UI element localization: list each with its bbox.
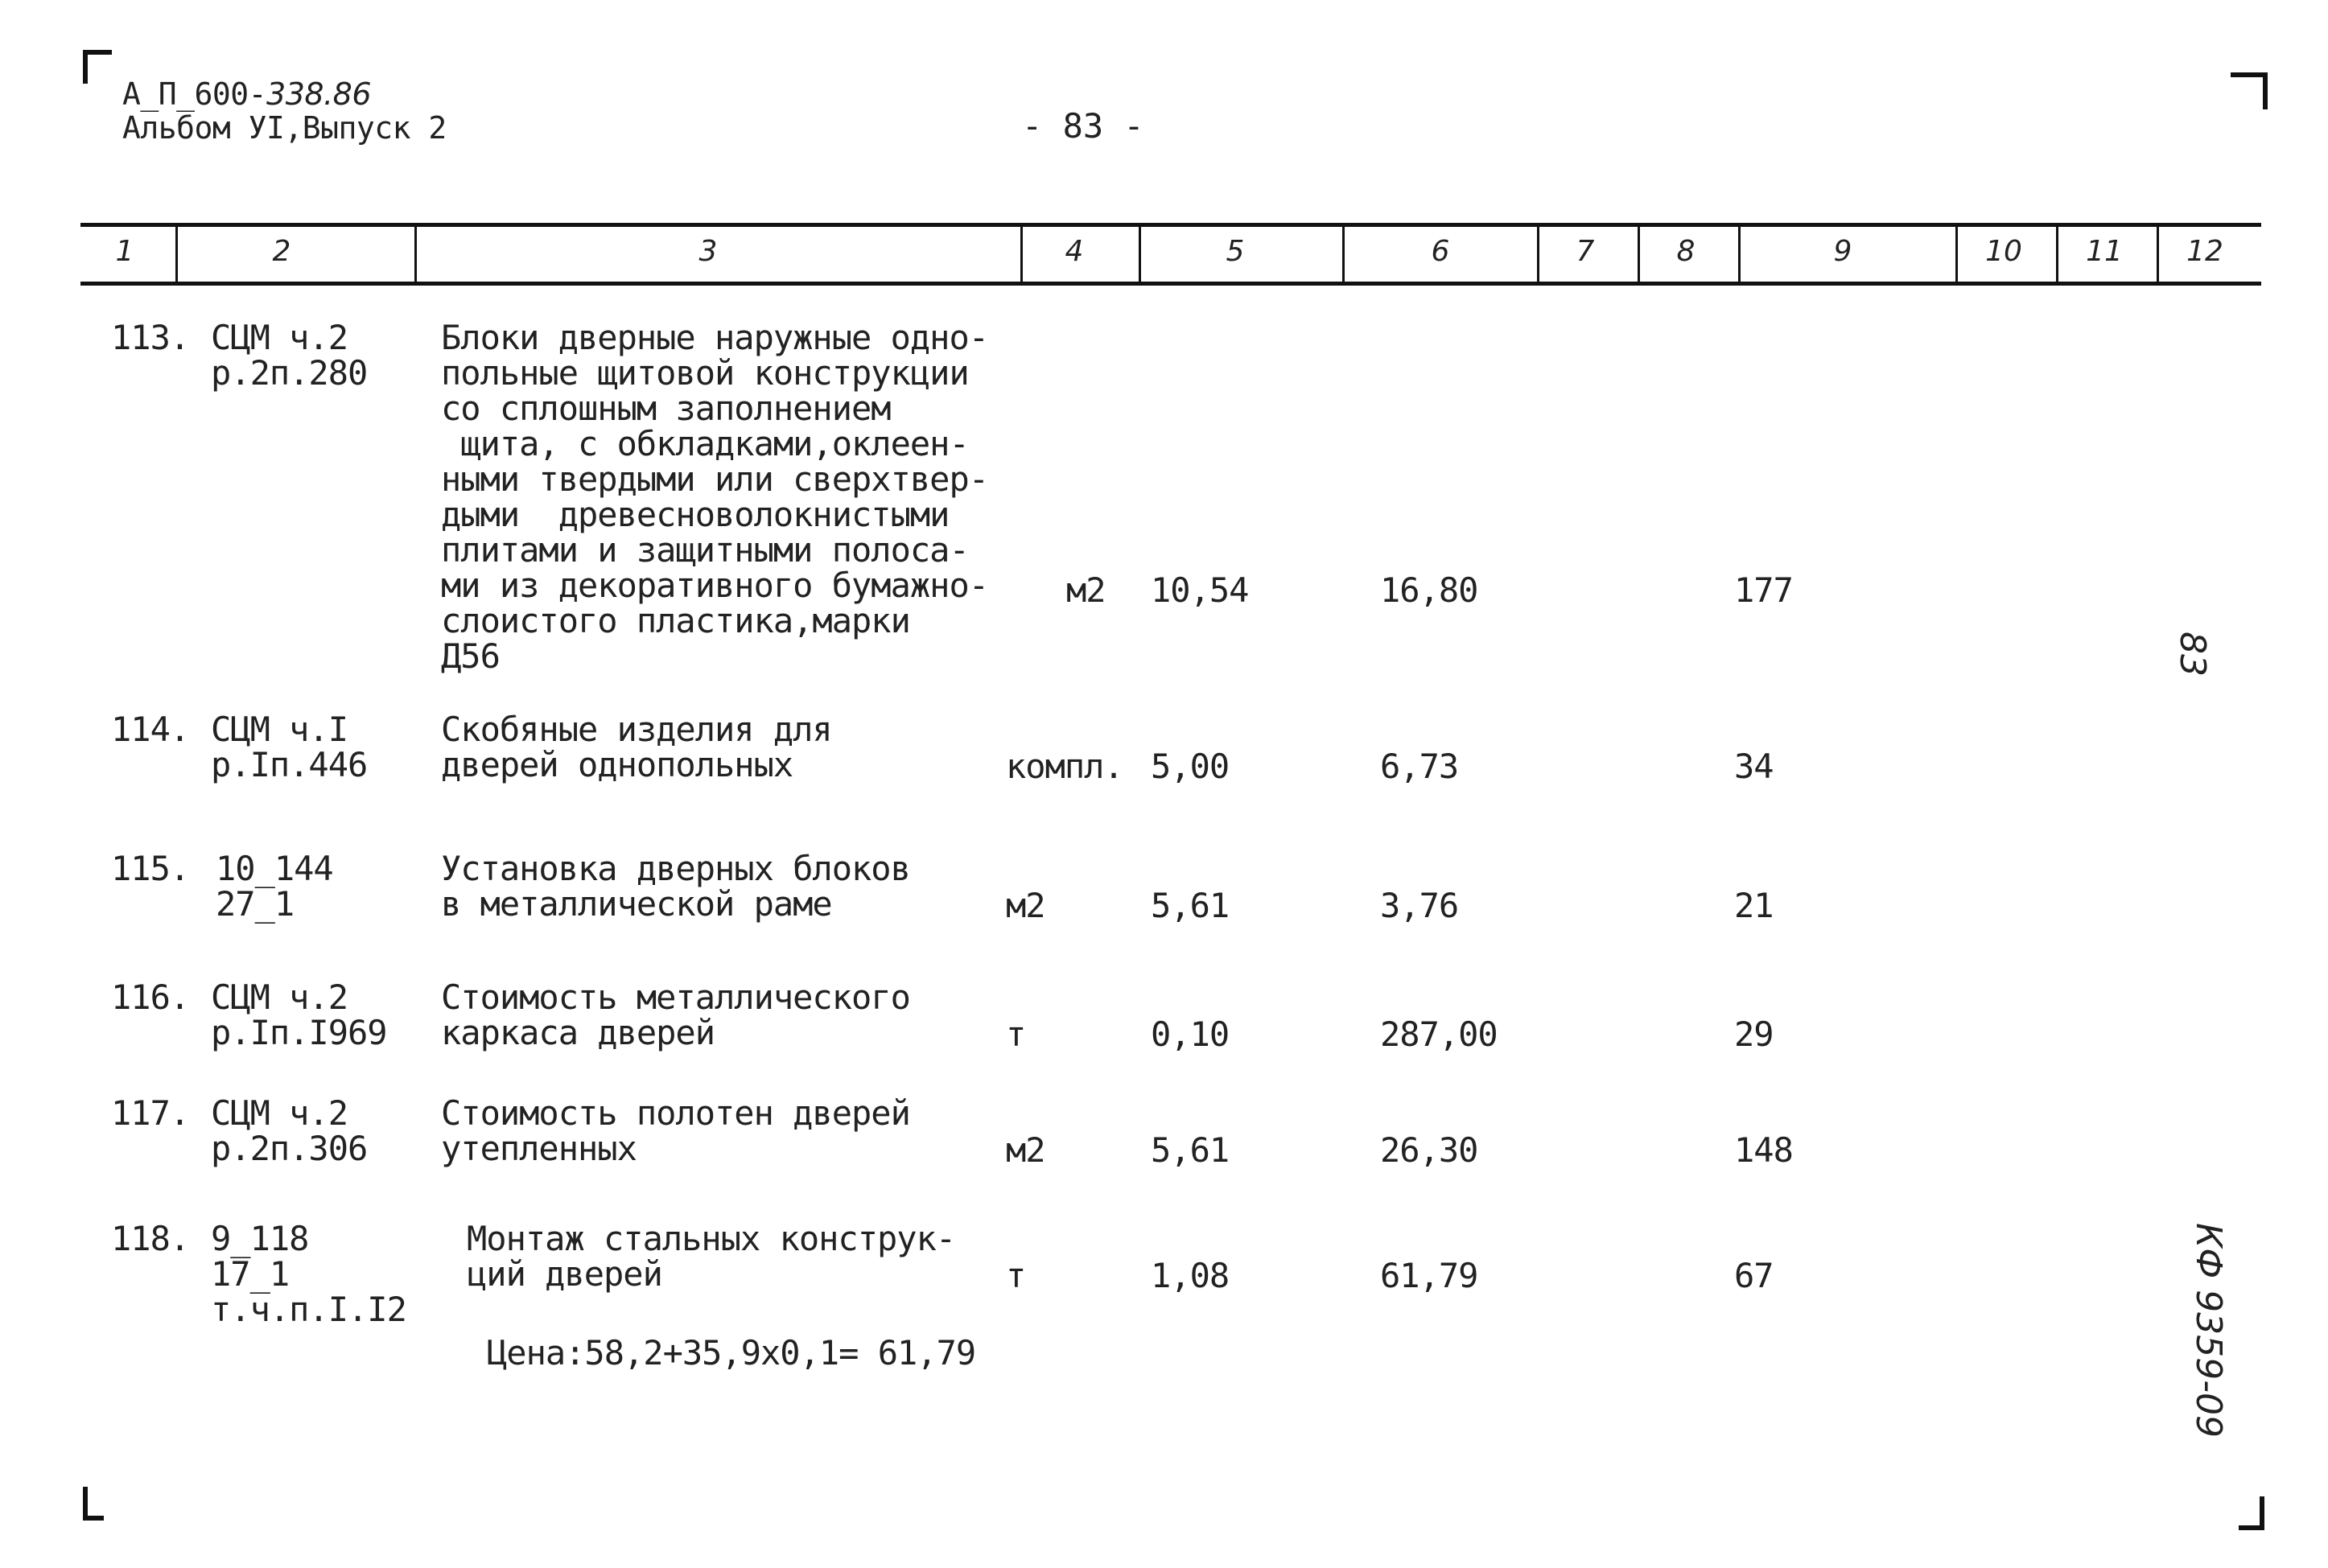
row-description: Скобяные изделия для дверей однопольных	[441, 710, 832, 784]
row-reference: СЦМ ч.I р.Iп.446	[211, 710, 368, 784]
row-unit: м2	[1006, 886, 1045, 925]
row-unit: м2	[1066, 570, 1106, 610]
row-quantity: 5,61	[1151, 886, 1230, 925]
row-price: 61,79	[1380, 1256, 1478, 1295]
row-reference: 9_118 17_1 т.ч.п.I.I2	[211, 1219, 406, 1329]
row-total: 177	[1734, 570, 1793, 610]
row-total: 29	[1734, 1014, 1774, 1054]
table-header-bottom-rule	[80, 282, 2261, 286]
table-column-divider	[1020, 223, 1023, 286]
row-description: Стоимость полотен дверей утепленных	[441, 1093, 910, 1168]
row-reference: СЦМ ч.2 р.Iп.I969	[211, 977, 387, 1052]
row-unit: м2	[1006, 1130, 1045, 1170]
column-number-header: 12	[2186, 235, 2223, 268]
column-number-header: 10	[1985, 235, 2022, 268]
row-description: Монтаж стальных конструк- ций дверей	[467, 1219, 956, 1294]
row-quantity: 1,08	[1151, 1256, 1230, 1295]
column-number-header: 9	[1833, 235, 1852, 268]
table-column-divider	[414, 223, 417, 286]
document-code: А_П_600-338.86	[122, 76, 371, 112]
row-reference: СЦМ ч.2 р.2п.280	[211, 318, 368, 393]
corner-mark-bottom-right	[2239, 1496, 2264, 1530]
row-price: 6,73	[1380, 747, 1459, 786]
corner-mark-top-right	[2231, 72, 2268, 109]
table-header-top-rule	[80, 223, 2261, 227]
column-number-header: 8	[1676, 235, 1696, 268]
row-price: 26,30	[1380, 1130, 1478, 1170]
table-column-divider	[1955, 223, 1958, 286]
side-page-mark: 83	[2172, 632, 2213, 677]
table-column-divider	[2157, 223, 2159, 286]
row-unit: компл.	[1006, 747, 1123, 786]
row-total: 34	[1734, 747, 1774, 786]
row-price: 3,76	[1380, 886, 1459, 925]
row-total: 148	[1734, 1130, 1793, 1170]
page-number: - 83 -	[1022, 106, 1144, 146]
column-number-header: 7	[1576, 235, 1595, 268]
column-number-header: 2	[272, 235, 291, 268]
album-label: Альбом УI,Выпуск 2	[122, 110, 447, 146]
row-number: 115.	[111, 849, 190, 888]
column-number-header: 1	[115, 235, 134, 268]
table-column-divider	[1537, 223, 1539, 286]
table-column-divider	[1342, 223, 1345, 286]
row-description: Установка дверных блоков в металлической раме	[441, 849, 910, 924]
table-column-divider	[175, 223, 178, 286]
row-price-note: Цена:58,2+35,9х0,1= 61,79	[487, 1333, 976, 1373]
corner-mark-top-left	[83, 50, 112, 84]
row-total: 21	[1734, 886, 1774, 925]
table-column-divider	[2056, 223, 2058, 286]
row-price: 287,00	[1380, 1014, 1498, 1054]
row-description: Стоимость металлического каркаса дверей	[441, 977, 910, 1052]
row-number: 116.	[111, 977, 190, 1017]
row-price: 16,80	[1380, 570, 1478, 610]
column-number-header: 11	[2086, 235, 2123, 268]
row-description: Блоки дверные наружные одно- польные щитовой конструкции со сплошным заполнением щита, с обкладками,оклеен- ными твердыми или сверхтвер- дыми древесноволокнистыми плитами и защитными полоса- ми из декоративного бумажно- слоистого пластика,марки Д56	[441, 318, 989, 676]
row-total: 67	[1734, 1256, 1774, 1295]
table-column-divider	[1638, 223, 1640, 286]
column-number-header: 6	[1431, 235, 1450, 268]
column-number-header: 3	[698, 235, 718, 268]
table-column-divider	[1139, 223, 1141, 286]
row-unit: т	[1006, 1014, 1026, 1054]
row-reference: 10_144 27_1	[216, 849, 333, 924]
document-code-handwritten: 338.86	[266, 76, 371, 112]
table-column-divider	[1738, 223, 1741, 286]
corner-mark-bottom-left	[83, 1487, 104, 1521]
row-number: 118.	[111, 1219, 190, 1258]
column-number-header: 5	[1226, 235, 1245, 268]
row-quantity: 0,10	[1151, 1014, 1230, 1054]
row-reference: СЦМ ч.2 р.2п.306	[211, 1093, 368, 1168]
row-number: 113.	[111, 318, 190, 357]
side-stamp: КФ 9359-09	[2188, 1223, 2229, 1438]
column-number-header: 4	[1065, 235, 1084, 268]
row-quantity: 10,54	[1151, 570, 1249, 610]
row-number: 114.	[111, 710, 190, 749]
row-number: 117.	[111, 1093, 190, 1133]
row-quantity: 5,00	[1151, 747, 1230, 786]
row-quantity: 5,61	[1151, 1130, 1230, 1170]
row-unit: т	[1006, 1256, 1026, 1295]
